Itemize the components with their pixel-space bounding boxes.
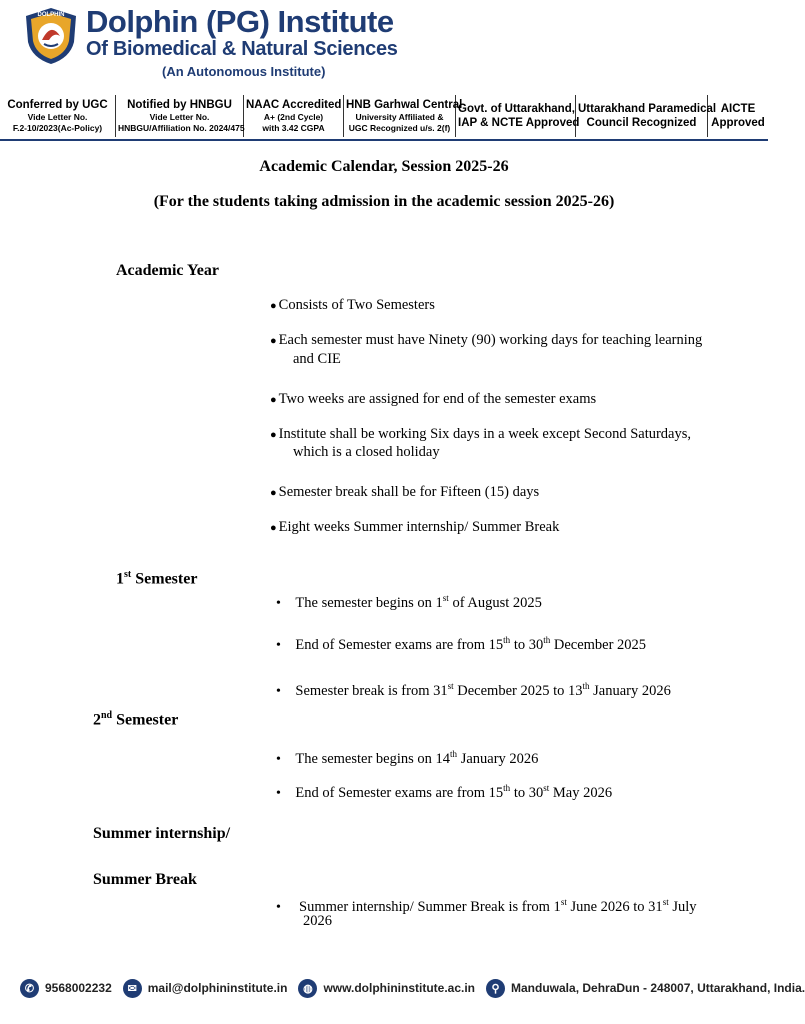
institute-subtitle: Of Biomedical & Natural Sciences xyxy=(86,38,398,60)
header-divider xyxy=(0,139,768,141)
footer-phone: ✆ 9568002232 xyxy=(20,979,112,998)
accreditation-hnb-garhwal: HNB Garhwal Central University Affiliated & UGC Recognized u/s. 2(f) xyxy=(344,95,456,137)
location-pin-icon: ⚲ xyxy=(486,979,505,998)
footer-address: ⚲ Manduwala, DehraDun - 248007, Uttarakhand, India. xyxy=(486,979,805,998)
list-item: ● Two weeks are assigned for end of the semester exams xyxy=(270,391,597,407)
calendar-subtitle: (For the students taking admission in the academic session 2025-26) xyxy=(153,193,615,210)
accreditation-aicte: AICTE Approved xyxy=(711,103,765,129)
accreditation-hnbgu: Notified by HNBGU Vide Letter No. HNBGU/Affiliation No. 2024/475 xyxy=(116,95,244,137)
list-item: • End of Semester exams are from 15th to 30th December 2025 xyxy=(276,635,647,653)
phone-icon: ✆ xyxy=(20,979,39,998)
list-item: ● Each semester must have Ninety (90) working days for teaching learning xyxy=(270,332,703,348)
calendar-title: Academic Calendar, Session 2025-26 xyxy=(259,158,509,175)
semester-2-heading: 2nd Semester xyxy=(93,710,179,729)
email-icon: ✉ xyxy=(123,979,142,998)
institute-logo xyxy=(22,6,80,66)
list-item-continuation: 2026 xyxy=(303,913,332,929)
list-item: ● Semester break shall be for Fifteen (15) days xyxy=(270,484,540,500)
accreditation-bar xyxy=(0,95,768,137)
list-item: • Summer internship/ Summer Break is from 1st June 2026 to 31st July xyxy=(276,897,697,915)
academic-year-heading: Academic Year xyxy=(116,262,219,279)
semester-1-heading: 1st Semester xyxy=(116,569,198,588)
footer-website[interactable]: ◍ www.dolphininstitute.ac.in xyxy=(298,979,475,998)
list-item-continuation: and CIE xyxy=(293,351,341,367)
list-item: ● Eight weeks Summer internship/ Summer Break xyxy=(270,519,560,535)
summer-heading-line1: Summer internship/ xyxy=(93,825,231,842)
autonomous-label: (An Autonomous Institute) xyxy=(162,64,326,79)
accreditation-ugc: Conferred by UGC Vide Letter No. F.2-10/2023(Ac-Policy) xyxy=(0,95,116,137)
list-item: • End of Semester exams are from 15th to 30st May 2026 xyxy=(276,783,613,801)
list-item: • Semester break is from 31st December 2025 to 13th January 2026 xyxy=(276,681,671,699)
list-item: • The semester begins on 1st of August 2025 xyxy=(276,593,542,611)
list-item: • The semester begins on 14th January 2026 xyxy=(276,749,539,767)
accreditation-naac: NAAC Accredited A+ (2nd Cycle) with 3.42 CGPA xyxy=(244,95,344,137)
list-item: ● Consists of Two Semesters xyxy=(270,297,435,313)
institute-name: Dolphin (PG) Institute xyxy=(86,4,394,39)
accreditation-uttarakhand: Govt. of Uttarakhand, IAP & NCTE Approved xyxy=(456,95,576,137)
contact-footer xyxy=(20,975,805,1001)
list-item: ● Institute shall be working Six days in a week except Second Saturdays, xyxy=(270,426,692,442)
list-item-continuation: which is a closed holiday xyxy=(293,444,440,460)
accreditation-paramedical: Uttarakhand Paramedical Council Recognized xyxy=(576,95,708,137)
svg-text:DOLPHIN: DOLPHIN xyxy=(37,12,65,18)
summer-heading-line2: Summer Break xyxy=(93,871,197,888)
globe-icon: ◍ xyxy=(298,979,317,998)
footer-email[interactable]: ✉ mail@dolphininstitute.in xyxy=(123,979,288,998)
